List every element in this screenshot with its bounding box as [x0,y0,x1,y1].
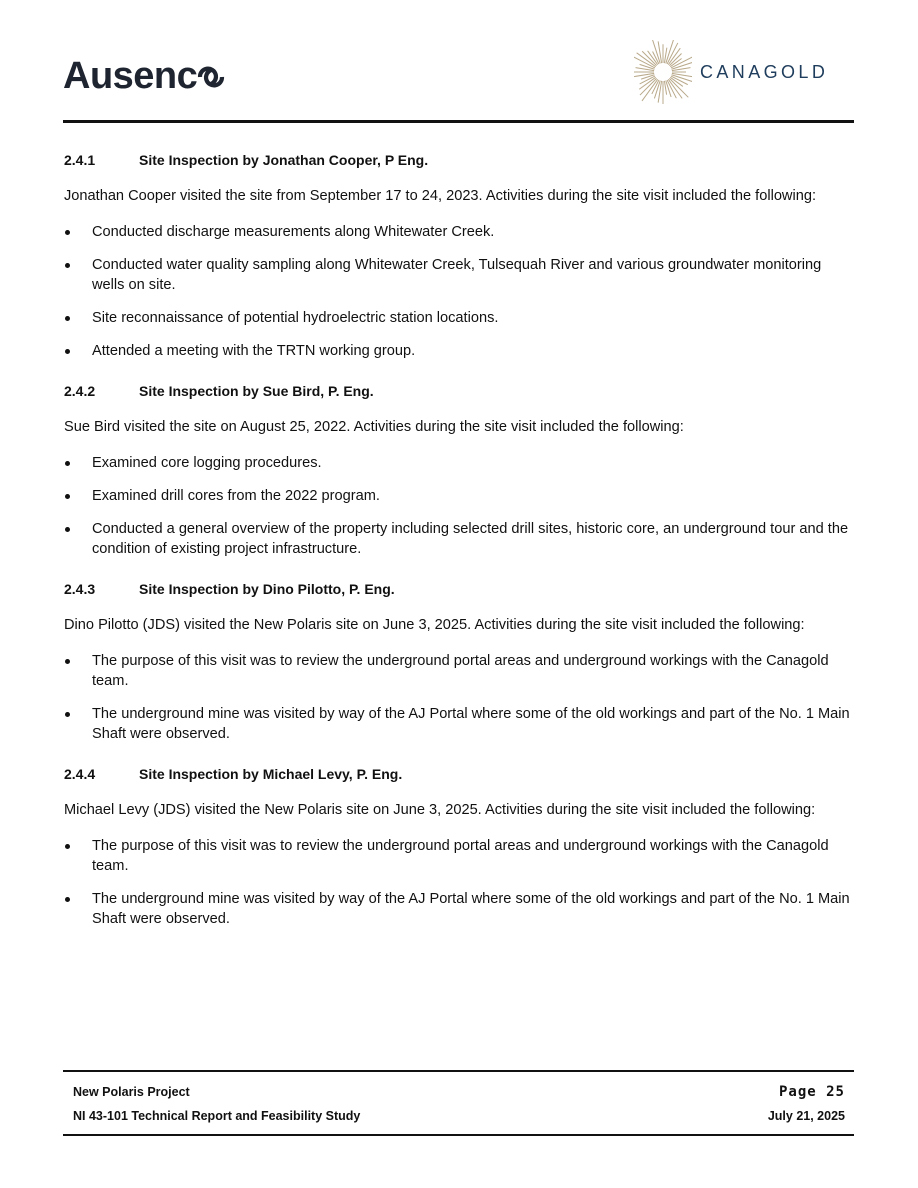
bullet-icon [65,316,70,321]
section-heading [64,579,854,599]
list-item [64,704,854,744]
section-title: Site Inspection by Sue Bird, P. Eng. [139,383,374,399]
header-rule [63,120,854,123]
list-item-text: The purpose of this visit was to review the underground portal areas and underground workings with the Canagold team. [92,653,829,689]
list-item [64,341,854,361]
list-item [64,651,854,691]
footer-report-title: NI 43-101 Technical Report and Feasibility Study [73,1109,361,1123]
section-heading [64,764,854,784]
list-item [64,255,854,295]
ausenco-swirl-icon [196,62,226,92]
list-item-text: The underground mine was visited by way of the AJ Portal where some of the old workings and part of the No. 1 Main Shaft were observed. [92,706,850,742]
list-item-text: Conducted discharge measurements along Whitewater Creek. [92,224,495,240]
bullet-list [64,651,854,744]
bullet-icon [65,263,70,268]
footer-rule-bottom [63,1134,854,1136]
list-item [64,308,854,328]
bullet-icon [65,712,70,717]
list-item-text: The purpose of this visit was to review the underground portal areas and underground workings with the Canagold team. [92,838,829,874]
canagold-wordmark: CANAGOLD [700,62,829,82]
section-number: 2.4.4 [64,766,96,782]
bullet-list [64,222,854,361]
section-title: Site Inspection by Michael Levy, P. Eng. [139,766,403,782]
section-heading [64,381,854,401]
section-title: Site Inspection by Dino Pilotto, P. Eng. [139,581,395,597]
section-intro: Sue Bird visited the site on August 25, 2022. Activities during the site visit included the following: [64,419,684,435]
section-intro: Michael Levy (JDS) visited the New Polaris site on June 3, 2025. Activities during the site visit included the following: [64,802,816,818]
list-item-text: Site reconnaissance of potential hydroelectric station locations. [92,310,499,326]
list-item [64,486,854,506]
ausenco-logo [63,55,226,98]
list-item [64,889,854,929]
list-item [64,836,854,876]
canagold-logo [634,40,828,104]
list-item-text: Conducted water quality sampling along Whitewater Creek, Tulsequah River and various groundwater monitoring wells on site. [92,257,822,293]
list-item-text: Conducted a general overview of the property including selected drill sites, historic core, an underground tour and the condition of existing project infrastructure. [92,521,849,557]
footer-page-number: Page 25 [778,1084,845,1100]
list-item-text: Examined drill cores from the 2022 program. [92,488,380,504]
list-item [64,222,854,242]
section-title: Site Inspection by Jonathan Cooper, P Eng. [139,152,429,168]
footer-project-name: New Polaris Project [73,1085,190,1099]
section-number: 2.4.1 [64,152,96,168]
section-number: 2.4.3 [64,581,96,597]
page-footer [0,1068,918,1188]
bullet-icon [65,844,70,849]
bullet-list [64,453,854,559]
list-item-text: The underground mine was visited by way of the AJ Portal where some of the old workings and part of the No. 1 Main Shaft were observed. [92,891,850,927]
bullet-icon [65,527,70,532]
footer-rule-top [63,1070,854,1072]
canagold-sun-icon [634,40,692,104]
section-intro: Dino Pilotto (JDS) visited the New Polaris site on June 3, 2025. Activities during the site visit included the following: [64,617,805,633]
bullet-icon [65,230,70,235]
bullet-list [64,836,854,929]
section-number: 2.4.2 [64,383,96,399]
section-heading [64,150,854,170]
footer-date: July 21, 2025 [767,1109,845,1123]
section-intro: Jonathan Cooper visited the site from September 17 to 24, 2023. Activities during the site visit included the following: [64,188,817,204]
page-header [0,0,918,124]
bullet-icon [65,349,70,354]
bullet-icon [65,659,70,664]
list-item [64,519,854,559]
bullet-icon [65,494,70,499]
list-item-text: Examined core logging procedures. [92,455,322,471]
bullet-icon [65,461,70,466]
document-body [64,150,854,929]
bullet-icon [65,897,70,902]
list-item [64,453,854,473]
ausenco-logo-wordmark: Ausenc [63,55,198,97]
list-item-text: Attended a meeting with the TRTN working group. [92,343,416,359]
